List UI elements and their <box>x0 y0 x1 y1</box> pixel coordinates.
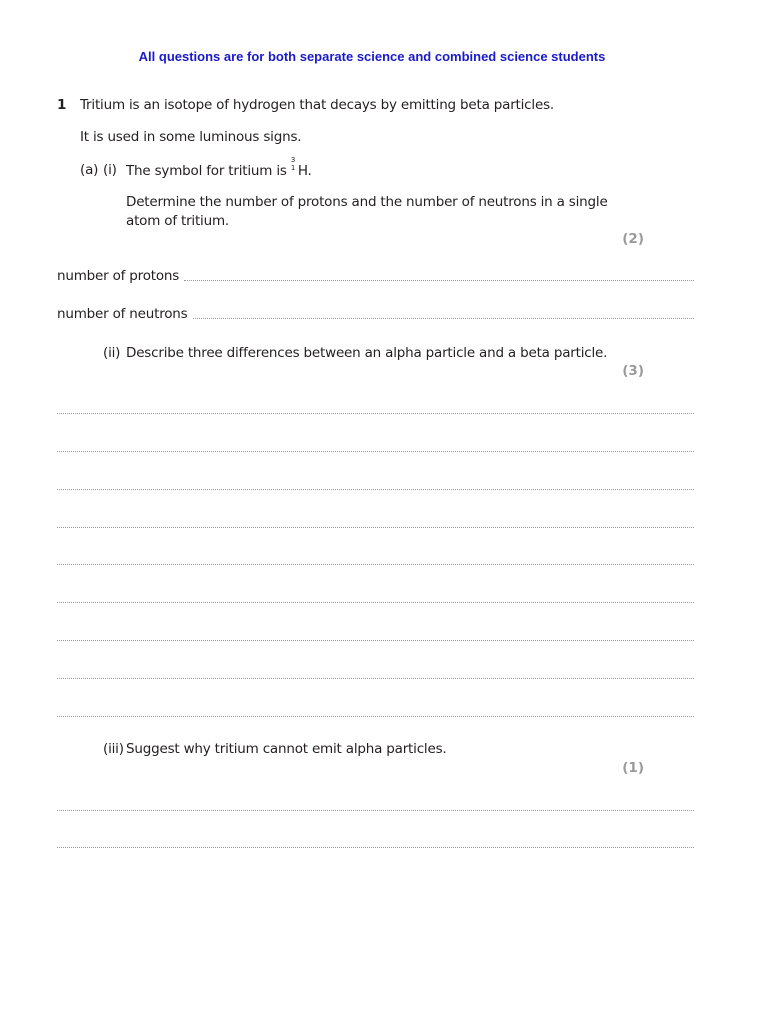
part-a-ii-marks: (3) <box>622 363 644 379</box>
part-a-i-marks: (2) <box>622 231 644 247</box>
nuclide-symbol: H. <box>297 163 312 179</box>
answer-line[interactable] <box>57 564 694 565</box>
part-a-i-instruction-line2: atom of tritium. <box>126 213 230 229</box>
protons-answer-label: number of protons <box>57 268 180 284</box>
answer-line[interactable] <box>57 847 694 848</box>
question-intro-line2: It is used in some luminous signs. <box>80 129 302 145</box>
neutrons-answer-row[interactable] <box>57 306 694 322</box>
part-a-i-label: (i) <box>103 162 117 178</box>
answer-line[interactable] <box>57 451 694 452</box>
tritium-symbol-sentence <box>126 156 312 181</box>
banner-text: All questions are for both separate science and combined science students <box>138 49 606 64</box>
part-a-label: (a) <box>80 162 99 178</box>
answer-line[interactable] <box>57 678 694 679</box>
nuclide-atomic-number: 1 <box>290 164 296 172</box>
answer-line[interactable] <box>57 716 694 717</box>
question-intro-line1: Tritium is an isotope of hydrogen that decays by emitting beta particles. <box>80 97 554 113</box>
part-a-ii-text: Describe three differences between an alpha particle and a beta particle. <box>126 345 608 361</box>
tritium-nuclide-notation <box>290 156 298 175</box>
tritium-symbol-text: The symbol for tritium is <box>126 163 287 179</box>
neutrons-answer-label: number of neutrons <box>57 306 188 322</box>
protons-answer-line[interactable] <box>184 279 694 281</box>
part-a-i-instruction-line1: Determine the number of protons and the number of neutrons in a single <box>126 194 608 210</box>
answer-line[interactable] <box>57 527 694 528</box>
part-a-iii-marks: (1) <box>622 760 644 776</box>
answer-line[interactable] <box>57 413 694 414</box>
answer-line[interactable] <box>57 489 694 490</box>
protons-answer-row[interactable] <box>57 268 694 284</box>
part-a-iii-label: (iii) <box>103 741 124 757</box>
part-a-iii-text: Suggest why tritium cannot emit alpha particles. <box>126 741 447 757</box>
nuclide-mass-number: 3 <box>290 156 296 164</box>
answer-line[interactable] <box>57 640 694 641</box>
answer-line[interactable] <box>57 810 694 811</box>
neutrons-answer-line[interactable] <box>193 317 695 319</box>
part-a-ii-label: (ii) <box>103 345 121 361</box>
question-number: 1 <box>57 97 67 113</box>
answer-line[interactable] <box>57 602 694 603</box>
